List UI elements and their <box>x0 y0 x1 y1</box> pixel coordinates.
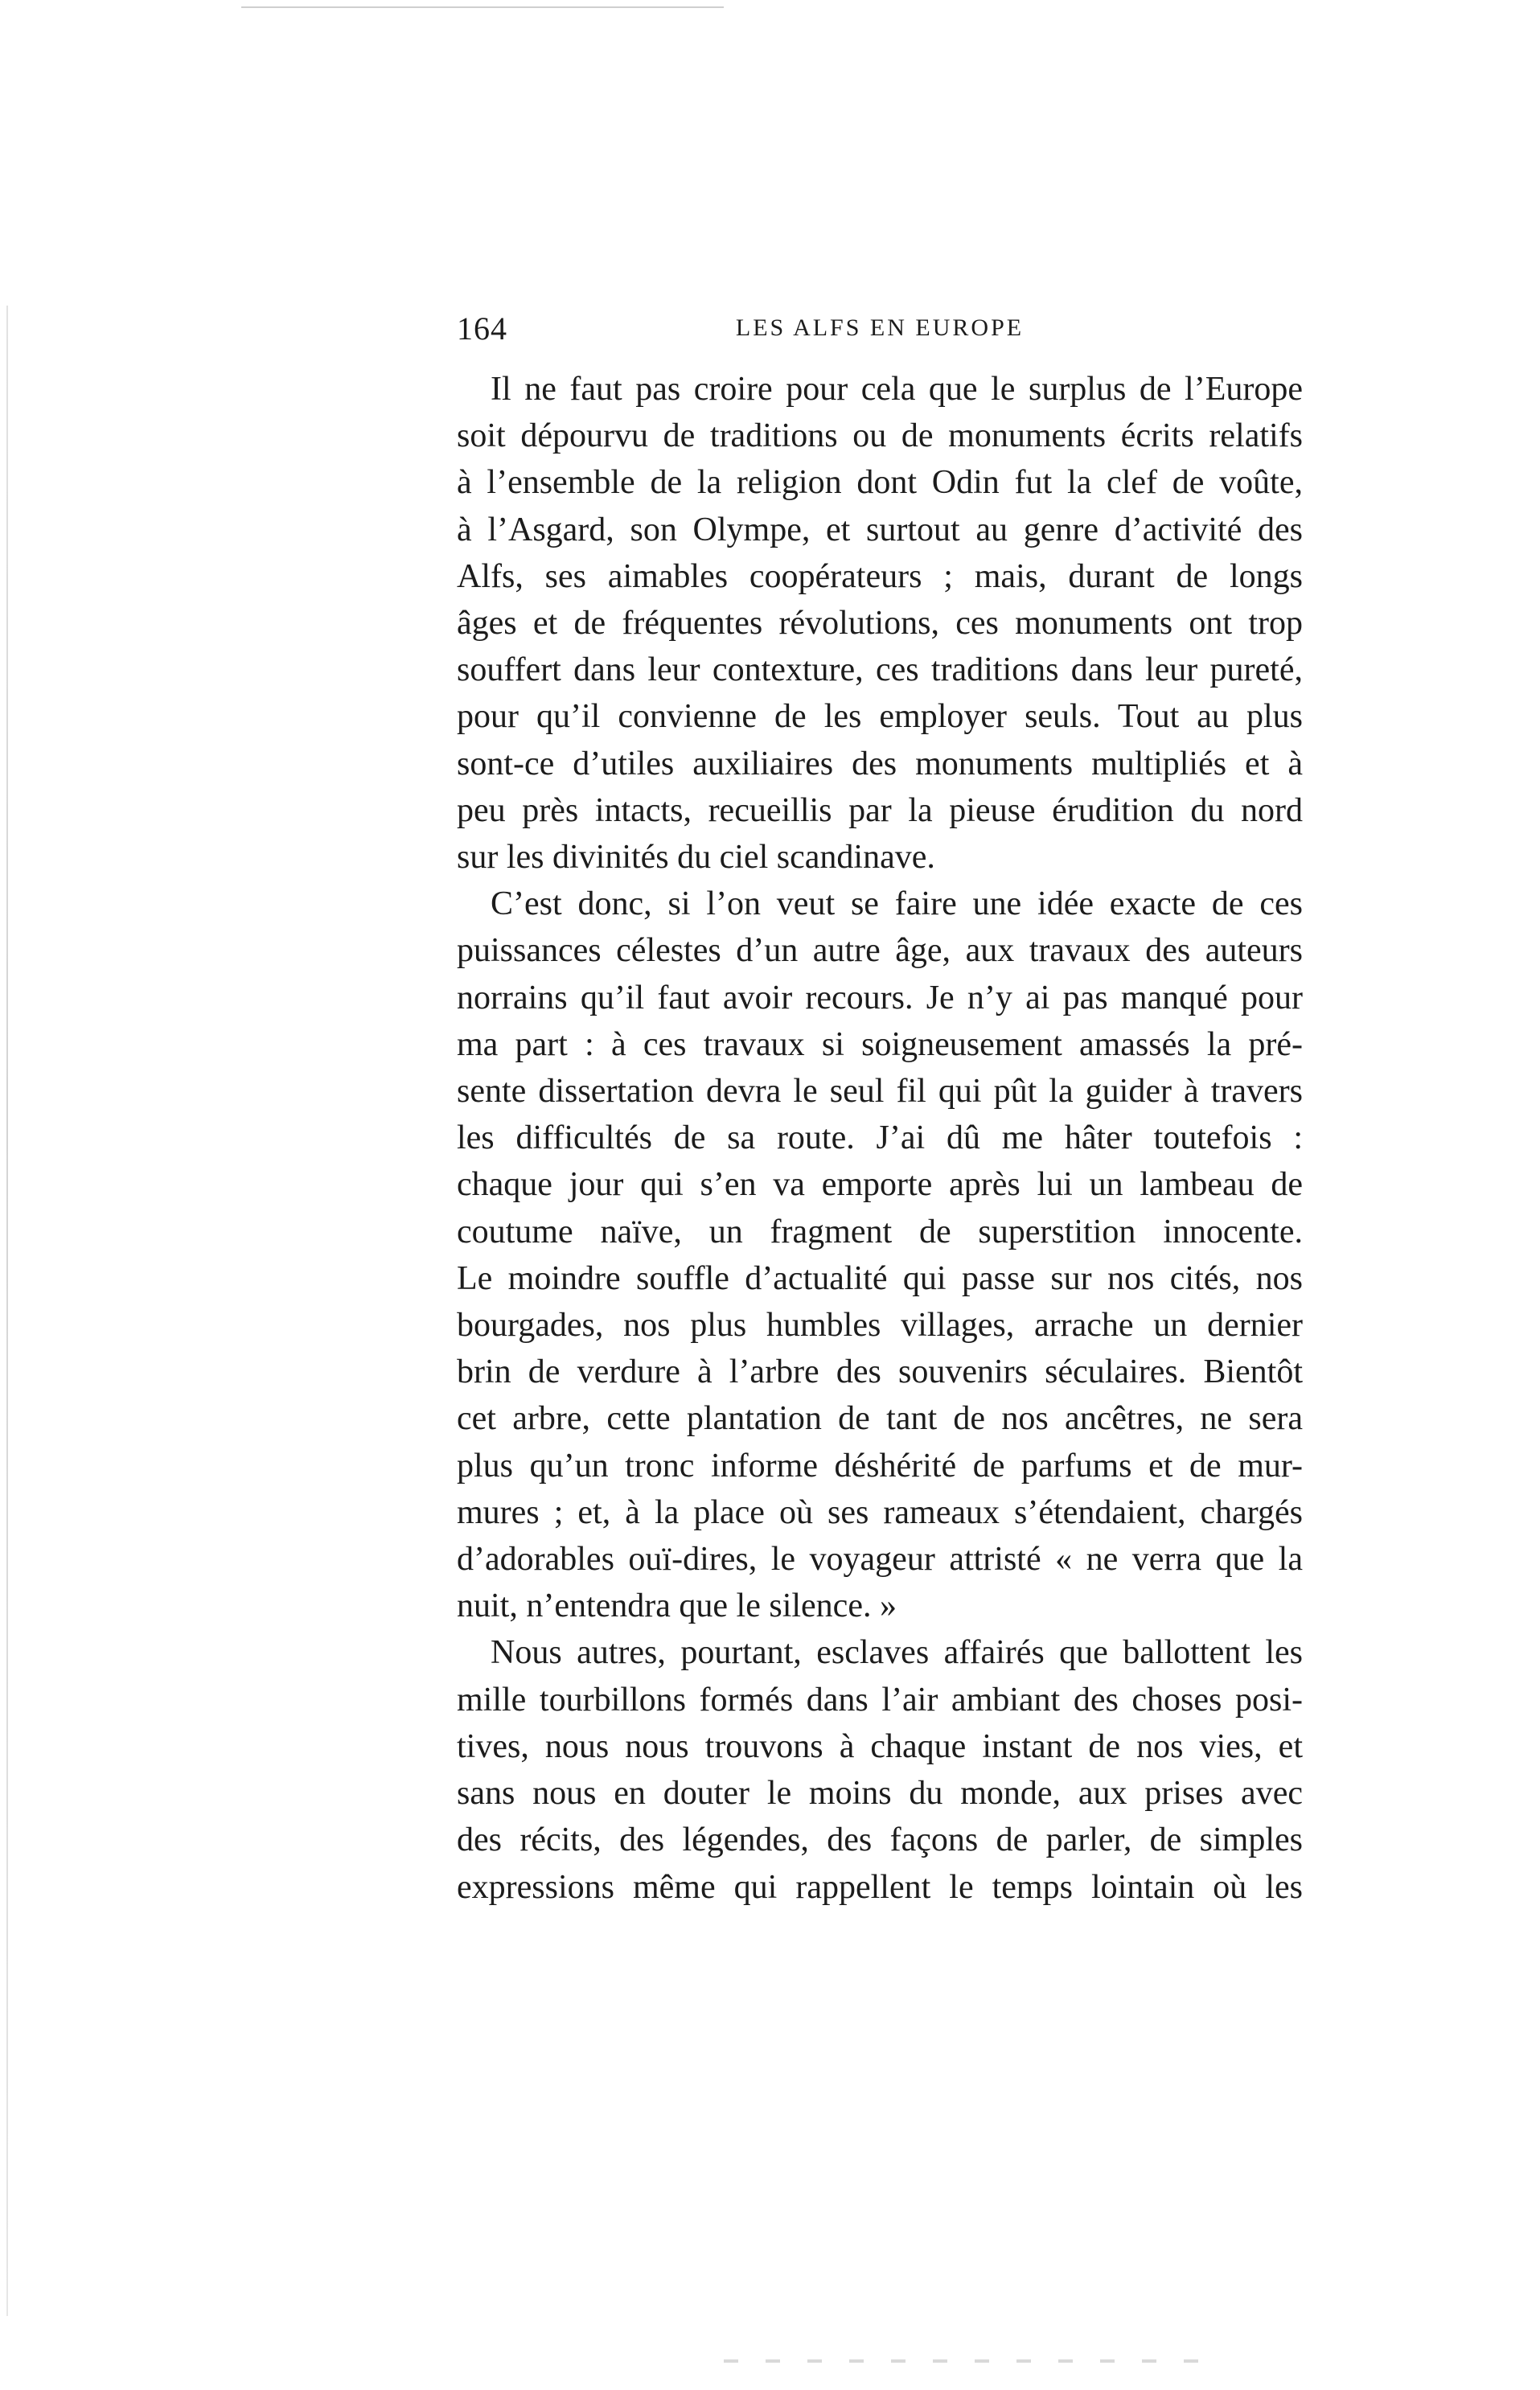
paragraph-3 <box>457 1629 1303 1910</box>
text-line: sont-ce d’utiles auxiliaires des monuments multipliés et à <box>457 745 1303 782</box>
text-line: bourgades, nos plus humbles villages, arrache un dernier <box>457 1307 1303 1345</box>
scan-bottom-marks <box>724 2359 1206 2363</box>
text-line: Alfs, ses aimables coopérateurs ; mais, durant de longs <box>457 557 1303 595</box>
text-line: des récits, des légendes, des façons de parler, de simples <box>457 1821 1303 1859</box>
text-line: ma part : à ces travaux si soigneusement amassés la pré- <box>457 1025 1303 1063</box>
text-line: Nous autres, pourtant, esclaves affairés que ballottent les <box>491 1634 1303 1672</box>
text-line: expressions même qui rappellent le temps lointain où les <box>457 1868 1303 1906</box>
text-line: à l’ensemble de la religion dont Odin fut la clef de voûte, <box>457 464 1303 502</box>
text-line: peu près intacts, recueillis par la pieuse érudition du nord <box>457 791 1303 829</box>
text-line: chaque jour qui s’en va emporte après lui un lambeau de <box>457 1166 1303 1204</box>
text-line: sans nous en douter le moins du monde, aux prises avec <box>457 1775 1303 1813</box>
text-line: souffert dans leur contexture, ces traditions dans leur pureté, <box>457 651 1303 689</box>
text-line: mille tourbillons formés dans l’air ambiant des choses posi- <box>457 1681 1303 1719</box>
text-line: C’est donc, si l’on veut se faire une idée exacte de ces <box>491 885 1303 923</box>
text-line: d’adorables ouï-dires, le voyageur attristé « ne verra que la <box>457 1541 1303 1579</box>
text-line: les difficultés de sa route. J’ai dû me hâter toutefois : <box>457 1119 1303 1157</box>
text-line: pour qu’il convienne de les employer seuls. Tout au plus <box>457 698 1303 736</box>
text-line: sur les divinités du ciel scandinave. <box>457 839 935 877</box>
paragraph-2 <box>457 881 1303 1629</box>
text-line: Le moindre souffle d’actualité qui passe sur nos cités, nos <box>457 1259 1303 1297</box>
text-line: à l’Asgard, son Olympe, et surtout au genre d’activité des <box>457 511 1303 548</box>
text-line: norrains qu’il faut avoir recours. Je n’y ai pas manqué pour <box>457 979 1303 1016</box>
scan-left-edge <box>6 306 8 2316</box>
book-page <box>457 310 1303 1911</box>
running-head-title: LES ALFS EN EUROPE <box>735 314 1025 341</box>
text-line: brin de verdure à l’arbre des souvenirs séculaires. Bientôt <box>457 1353 1303 1391</box>
text-line: Il ne faut pas croire pour cela que le surplus de l’Europe <box>491 371 1303 408</box>
text-line: tives, nous nous trouvons à chaque instant de nos vies, et <box>457 1727 1303 1765</box>
text-line: plus qu’un tronc informe déshérité de parfums et de mur- <box>457 1447 1303 1485</box>
text-line: coutume naïve, un fragment de superstition innocente. <box>457 1213 1303 1250</box>
text-line: cet arbre, cette plantation de tant de nos ancêtres, ne sera <box>457 1400 1303 1438</box>
text-line: âges et de fréquentes révolutions, ces monuments ont trop <box>457 605 1303 643</box>
scan-top-rule <box>241 6 724 8</box>
text-line: soit dépourvu de traditions ou de monuments écrits relatifs <box>457 417 1303 455</box>
page-number: 164 <box>457 310 507 347</box>
text-line: sente dissertation devra le seul fil qui pût la guider à travers <box>457 1073 1303 1111</box>
running-head <box>457 310 1303 366</box>
text-line: nuit, n’entendra que le silence. » <box>457 1587 897 1625</box>
text-line: puissances célestes d’un autre âge, aux travaux des auteurs <box>457 932 1303 970</box>
text-line: mures ; et, à la place où ses rameaux s’étendaient, chargés <box>457 1493 1303 1531</box>
paragraph-1 <box>457 366 1303 881</box>
